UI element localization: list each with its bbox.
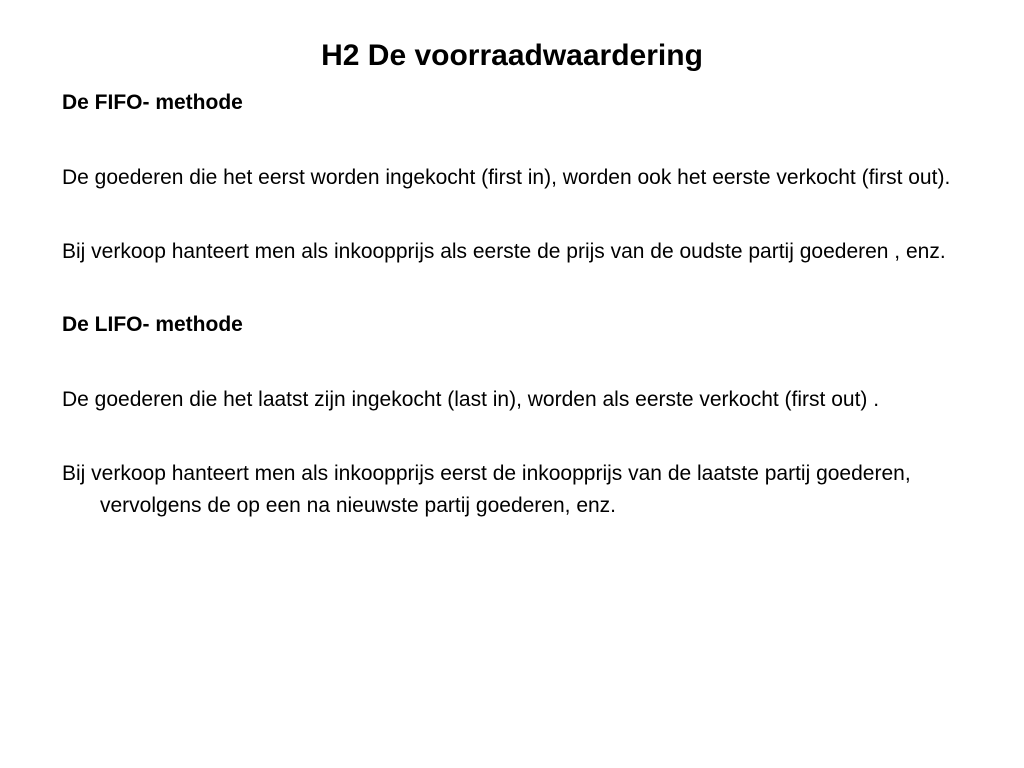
spacer xyxy=(62,416,967,458)
fifo-paragraph-2: Bij verkoop hanteert men als inkoopprijs als eerste de prijs van de oudste partij goederen , enz. xyxy=(62,240,946,263)
lifo-paragraph-1: De goederen die het laatst zijn ingekocht (last in), worden als eerste verkocht (first out) . xyxy=(62,388,880,411)
spacer xyxy=(62,194,967,236)
spacer xyxy=(62,340,967,384)
section-heading-fifo: De FIFO- methode xyxy=(62,91,243,114)
slide-title: H2 De voorraadwaardering xyxy=(321,39,703,72)
fifo-paragraph-1: De goederen die het eerst worden ingekocht (first in), worden ook het eerste verkocht (first out). xyxy=(62,166,951,189)
spacer xyxy=(62,118,967,162)
spacer xyxy=(62,268,967,310)
section-heading-lifo: De LIFO- methode xyxy=(62,313,243,336)
lifo-paragraph-2: Bij verkoop hanteert men als inkoopprijs eerst de inkoopprijs van de laatste partij goederen, vervolgens de op een na nieuwste partij goederen, enz. xyxy=(62,462,911,517)
slide-content xyxy=(62,88,967,522)
